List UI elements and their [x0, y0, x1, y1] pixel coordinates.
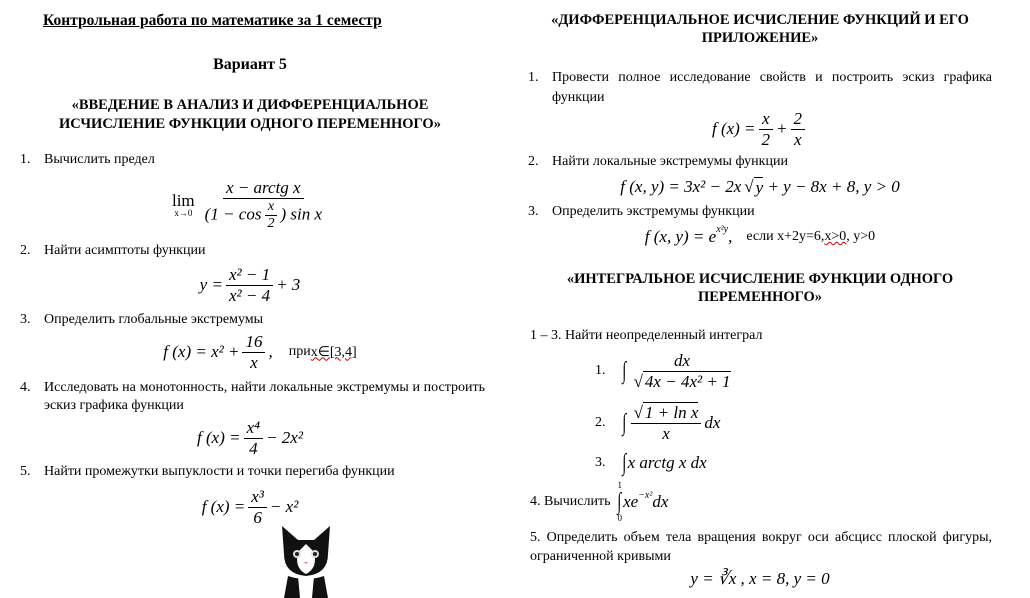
left-section-heading: «ВВЕДЕНИЕ В АНАЛИЗ И ДИФФЕРЕНЦИАЛЬНОЕ ИСЧИСЛЕНИЕ ФУНКЦИИ ОДНОГО ПЕРЕМЕННОГО»: [59, 97, 441, 132]
condition: , y>0: [846, 229, 876, 244]
item-text: Найти локальные экстремумы функции: [552, 154, 788, 169]
definite-integral-item: [530, 478, 668, 526]
item-number: 1.: [528, 70, 539, 85]
formula-part: f (x, y) = 3x² − 2x: [620, 177, 742, 196]
function-study-formula: [610, 106, 910, 152]
sqrt-sign: √: [633, 402, 643, 422]
integral-sign: ∫: [622, 449, 627, 476]
left-item-5: [20, 464, 395, 480]
numerator: x: [759, 109, 773, 130]
integrand: x arctg x dx: [627, 453, 707, 472]
rhs: ,: [268, 342, 273, 361]
integral-sign: ∫: [622, 357, 627, 384]
den-part: (1 − cos: [204, 204, 262, 224]
item-number: 4.: [20, 380, 31, 395]
lhs: f (x) = x² +: [163, 342, 240, 361]
local-extrema-formula: f (x, y) = 3x² − 2x √ y + y − 8x + 8, y > 0: [620, 177, 900, 197]
left-item-4: [20, 379, 485, 415]
den-frac-den: 2: [267, 215, 275, 231]
rhs: − x²: [269, 497, 299, 516]
sqrt-arg: 4x − 4x² + 1: [644, 371, 731, 391]
lhs: f (x) =: [711, 119, 756, 138]
differential: dx: [652, 492, 669, 511]
lim: lim: [171, 191, 195, 210]
denominator: 6: [253, 507, 262, 527]
item-text: Провести полное исследование свойств и построить эскиз графика функции: [552, 70, 992, 105]
numerator: 16: [242, 332, 265, 353]
plus: +: [776, 119, 788, 138]
item-number: 3.: [20, 312, 31, 327]
numerator: 2: [791, 109, 806, 130]
item-number: 2.: [20, 243, 31, 258]
condition: при: [288, 344, 311, 359]
integral-group-label: 1 – 3. Найти неопределенный интеграл: [530, 328, 763, 343]
lhs: f (x) =: [201, 497, 246, 516]
document-title: Контрольная работа по математике за 1 семестр: [43, 12, 382, 29]
upper-limit: 1: [617, 480, 623, 490]
item-label: 4. Вычислить: [530, 494, 611, 509]
monotonicity-formula: [100, 415, 400, 461]
numerator: x⁴: [244, 418, 263, 439]
item-number: 3.: [528, 204, 539, 219]
left-item-2: [20, 243, 205, 259]
denominator: x² − 4: [228, 285, 271, 305]
sqrt-arg: 1 + ln x: [644, 402, 699, 422]
integrand: xe: [623, 492, 639, 511]
differential: dx: [704, 413, 721, 432]
item-number: 2.: [528, 154, 539, 169]
sqrt-arg: y: [755, 177, 764, 197]
right-item-1: [528, 68, 992, 108]
integral-1: [595, 346, 737, 396]
denominator: x: [250, 352, 258, 372]
variant-label: Вариант 5: [213, 56, 287, 73]
integral-sign: ∫: [617, 489, 622, 515]
rhs: + 3: [276, 275, 301, 294]
integral-3: [595, 450, 707, 476]
lim-sub: x→0: [174, 208, 193, 218]
exponent: x²y: [716, 224, 729, 235]
item-text: Определить экстремумы функции: [552, 204, 755, 219]
item-number: 1.: [20, 152, 31, 167]
den-frac-num: x: [265, 199, 277, 216]
numerator: dx: [671, 351, 693, 372]
item-text: Найти промежутки выпуклости и точки перегиба функции: [44, 464, 395, 479]
integral-sign: ∫: [622, 409, 627, 436]
denominator: x: [793, 129, 802, 149]
denominator: 4: [249, 438, 258, 458]
formula-part: + y − 8x + 8, y > 0: [767, 177, 900, 196]
rhs: − 2x²: [266, 428, 303, 447]
right-item-2: [528, 154, 788, 170]
item-text: Вычислить предел: [44, 152, 155, 167]
convexity-formula: [100, 484, 400, 530]
integral-number: 1.: [595, 363, 606, 378]
condition: если x+2y=6,: [746, 229, 825, 244]
numerator: x³: [248, 487, 267, 508]
condition-interval: x∈[3,4]: [310, 344, 357, 360]
right-section-heading-1: «ДИФФЕРЕНЦИАЛЬНОЕ ИСЧИСЛЕНИЕ ФУНКЦИЙ И ЕГО ПРИЛОЖЕНИЕ»: [551, 12, 969, 46]
asymptote-formula: [100, 262, 400, 308]
numerator: x − arctg x: [223, 178, 304, 199]
lhs: f (x) =: [197, 428, 241, 447]
condition: x>0: [824, 229, 847, 244]
formula-part: f (x, y) = e: [644, 227, 717, 246]
global-extrema-formula: [100, 330, 420, 374]
lower-limit: 0: [617, 513, 623, 523]
item-text: Определить глобальные экстремумы: [44, 312, 264, 327]
denominator: x: [662, 423, 670, 443]
limit-formula: [100, 170, 400, 240]
integral-number: 3.: [595, 455, 606, 470]
right-item-3: [528, 204, 755, 220]
numerator: x² − 1: [226, 265, 273, 286]
formula-part: ,: [728, 227, 733, 246]
integral-2: [595, 398, 720, 448]
cat-image: [276, 524, 336, 598]
den-part: ) sin x: [280, 204, 322, 224]
item-text: Найти асимптоты функции: [44, 243, 206, 258]
right-item-5: 5. Определить объем тела вращения вокруг оси абсцисс плоской фигуры, ограниченной кривыми: [530, 530, 992, 564]
conditional-extrema-formula: [560, 224, 960, 250]
exponent: −x²: [638, 490, 653, 501]
integral-number: 2.: [595, 415, 606, 430]
rotation-volume-formula: y = ∛x , x = 8, y = 0: [690, 569, 830, 588]
item-number: 5.: [20, 464, 31, 479]
item-text: Исследовать на монотонность, найти локальные экстремумы и построить эскиз графика функции: [44, 380, 485, 413]
left-item-1: [20, 152, 155, 168]
left-item-3: [20, 312, 263, 328]
lhs: y =: [199, 275, 223, 294]
denominator: 2: [761, 129, 771, 149]
right-section-heading-2: «ИНТЕГРАЛЬНОЕ ИСЧИСЛЕНИЕ ФУНКЦИИ ОДНОГО ПЕРЕМЕННОГО»: [566, 271, 954, 305]
sqrt-sign: √: [633, 371, 643, 391]
